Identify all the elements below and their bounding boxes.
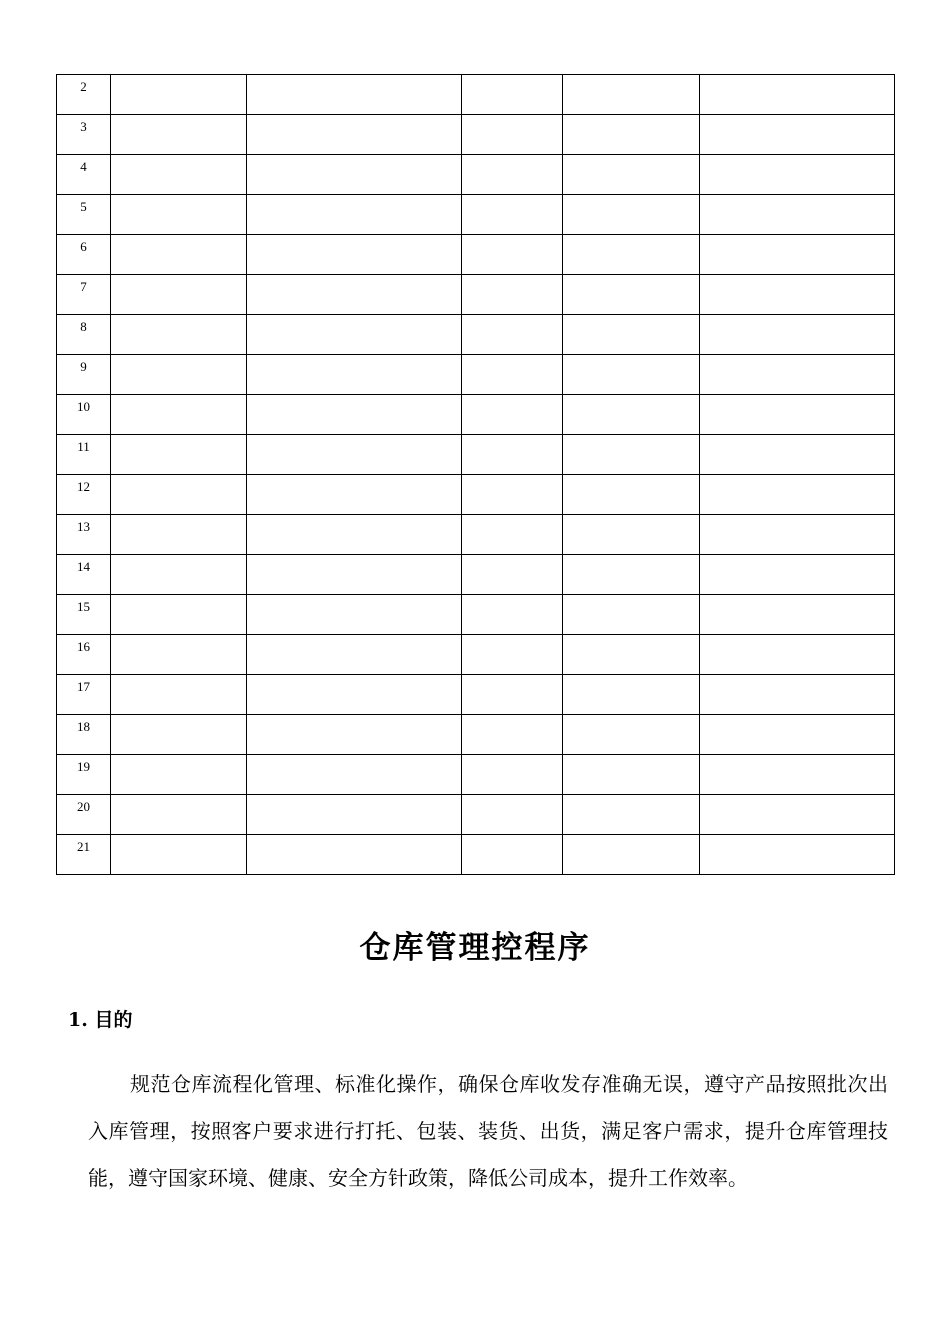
table-cell — [563, 75, 700, 115]
table-cell — [700, 155, 895, 195]
table-cell — [563, 155, 700, 195]
table-cell — [563, 355, 700, 395]
table-cell — [700, 635, 895, 675]
table-cell — [111, 315, 247, 355]
table-cell — [111, 675, 247, 715]
table-cell — [111, 635, 247, 675]
table-cell — [700, 515, 895, 555]
table-cell — [247, 675, 462, 715]
table-row — [57, 795, 895, 835]
table-cell — [462, 315, 563, 355]
table-cell — [462, 235, 563, 275]
table-cell — [247, 195, 462, 235]
table-cell — [247, 555, 462, 595]
table-cell — [111, 75, 247, 115]
table-cell — [247, 235, 462, 275]
table-cell — [111, 395, 247, 435]
table-cell — [462, 195, 563, 235]
row-number-cell: 17 — [57, 675, 111, 715]
table-cell — [247, 835, 462, 875]
table-cell — [247, 475, 462, 515]
table-cell — [563, 715, 700, 755]
table-row — [57, 195, 895, 235]
row-number-cell: 11 — [57, 435, 111, 475]
table-row — [57, 515, 895, 555]
table-cell — [563, 595, 700, 635]
table-cell — [247, 115, 462, 155]
table-cell — [700, 555, 895, 595]
table-cell — [462, 715, 563, 755]
row-number-cell: 15 — [57, 595, 111, 635]
table-cell — [247, 155, 462, 195]
table-cell — [247, 795, 462, 835]
row-number-cell: 21 — [57, 835, 111, 875]
table-row — [57, 155, 895, 195]
table-cell — [700, 475, 895, 515]
row-number-cell: 19 — [57, 755, 111, 795]
table-cell — [700, 395, 895, 435]
table-row — [57, 355, 895, 395]
table-cell — [563, 835, 700, 875]
table-cell — [563, 675, 700, 715]
row-number-cell: 2 — [57, 75, 111, 115]
table-cell — [462, 475, 563, 515]
row-number-cell: 10 — [57, 395, 111, 435]
table-cell — [700, 595, 895, 635]
table-cell — [247, 635, 462, 675]
table-cell — [700, 675, 895, 715]
table-cell — [111, 755, 247, 795]
table-row — [57, 635, 895, 675]
row-number-cell: 6 — [57, 235, 111, 275]
table-cell — [111, 275, 247, 315]
row-number-cell: 4 — [57, 155, 111, 195]
table-cell — [462, 555, 563, 595]
row-number-cell: 12 — [57, 475, 111, 515]
table-cell — [563, 475, 700, 515]
table-row — [57, 715, 895, 755]
table-row — [57, 475, 895, 515]
table-row — [57, 675, 895, 715]
table-cell — [700, 755, 895, 795]
row-number-cell: 14 — [57, 555, 111, 595]
table-row — [57, 75, 895, 115]
table-cell — [111, 435, 247, 475]
table-cell — [462, 435, 563, 475]
table-cell — [462, 635, 563, 675]
table-cell — [247, 435, 462, 475]
row-number-cell: 18 — [57, 715, 111, 755]
table-cell — [111, 355, 247, 395]
table-cell — [247, 595, 462, 635]
table-cell — [462, 835, 563, 875]
table-cell — [111, 195, 247, 235]
table-cell — [700, 795, 895, 835]
table-row — [57, 275, 895, 315]
row-number-cell: 5 — [57, 195, 111, 235]
table-row — [57, 395, 895, 435]
table-cell — [700, 435, 895, 475]
table-cell — [462, 75, 563, 115]
table-cell — [462, 275, 563, 315]
table-cell — [563, 795, 700, 835]
table-cell — [563, 555, 700, 595]
table-cell — [247, 515, 462, 555]
row-number-cell: 20 — [57, 795, 111, 835]
table-cell — [111, 115, 247, 155]
table-cell — [111, 555, 247, 595]
row-number-cell: 8 — [57, 315, 111, 355]
table-cell — [563, 195, 700, 235]
record-table-body — [57, 75, 895, 875]
table-cell — [462, 355, 563, 395]
table-cell — [247, 355, 462, 395]
table-row — [57, 115, 895, 155]
table-row — [57, 755, 895, 795]
table-cell — [563, 395, 700, 435]
table-cell — [247, 75, 462, 115]
table-cell — [462, 675, 563, 715]
table-cell — [563, 755, 700, 795]
table-cell — [563, 235, 700, 275]
table-row — [57, 235, 895, 275]
table-cell — [700, 835, 895, 875]
table-cell — [247, 315, 462, 355]
table-cell — [462, 395, 563, 435]
table-cell — [700, 115, 895, 155]
table-cell — [462, 755, 563, 795]
table-row — [57, 555, 895, 595]
table-cell — [111, 835, 247, 875]
table-cell — [462, 155, 563, 195]
table-cell — [700, 75, 895, 115]
table-cell — [563, 115, 700, 155]
table-cell — [563, 275, 700, 315]
table-row — [57, 315, 895, 355]
row-number-cell: 7 — [57, 275, 111, 315]
table-cell — [462, 595, 563, 635]
table-cell — [247, 755, 462, 795]
table-cell — [247, 395, 462, 435]
table-cell — [563, 435, 700, 475]
table-cell — [462, 515, 563, 555]
document-title: 仓库管理控程序 — [359, 930, 591, 966]
table-cell — [247, 715, 462, 755]
table-cell — [111, 595, 247, 635]
table-cell — [700, 355, 895, 395]
table-cell — [111, 795, 247, 835]
table-cell — [700, 315, 895, 355]
table-cell — [247, 275, 462, 315]
table-cell — [700, 235, 895, 275]
table-cell — [111, 715, 247, 755]
row-number-cell: 3 — [57, 115, 111, 155]
table-cell — [700, 195, 895, 235]
table-cell — [111, 155, 247, 195]
table-cell — [563, 635, 700, 675]
table-cell — [563, 515, 700, 555]
record-table — [56, 74, 895, 875]
table-cell — [111, 235, 247, 275]
row-number-cell: 9 — [57, 355, 111, 395]
table-cell — [111, 515, 247, 555]
table-row — [57, 595, 895, 635]
section-heading-purpose: 1. 目的 — [68, 1009, 133, 1031]
table-cell — [563, 315, 700, 355]
table-cell — [462, 115, 563, 155]
table-cell — [700, 275, 895, 315]
row-number-cell: 13 — [57, 515, 111, 555]
table-cell — [462, 795, 563, 835]
purpose-paragraph: 规范仓库流程化管理、标准化操作，确保仓库收发存准确无误，遵守产品按照批次出入库管理，按照客户要求进行打托、包装、装货、出货，满足客户需求，提升仓库管理技能，遵守国家环境、健康、安全方针政策，降低公司成本，提升工作效率。 — [88, 1072, 888, 1190]
row-number-cell: 16 — [57, 635, 111, 675]
table-cell — [111, 475, 247, 515]
table-row — [57, 435, 895, 475]
table-row — [57, 835, 895, 875]
table-cell — [700, 715, 895, 755]
